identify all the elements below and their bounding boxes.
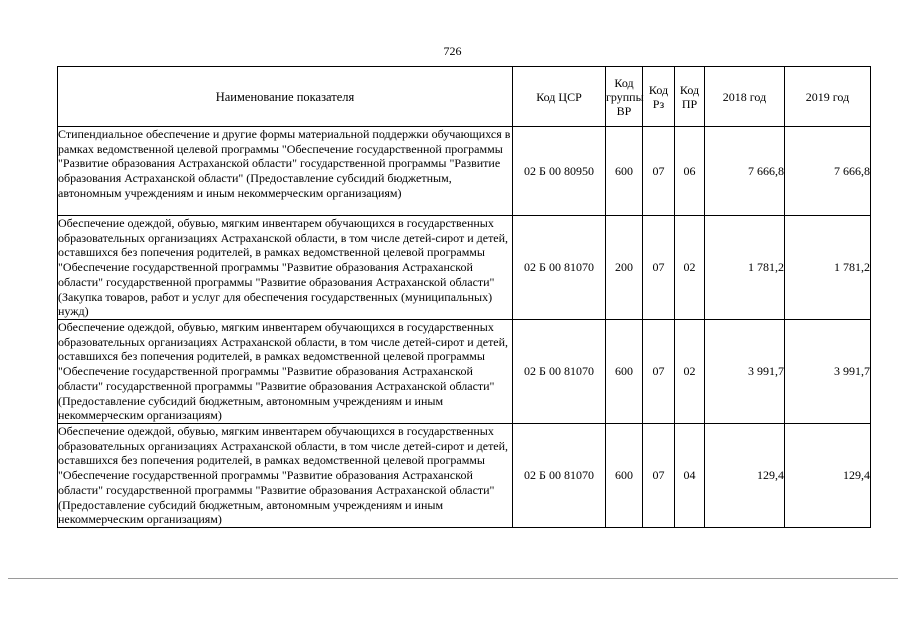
row-rz: 07	[643, 127, 675, 216]
header-csr: Код ЦСР	[513, 67, 606, 127]
row-2019: 3 991,7	[785, 320, 871, 424]
row-2019: 1 781,2	[785, 216, 871, 320]
row-pr: 02	[675, 216, 705, 320]
header-pr: Код ПР	[675, 67, 705, 127]
row-name: Обеспечение одеждой, обувью, мягким инвентарем обучающихся в государственных образовательных организациях Астраханской области, в том числе детей-сирот и детей, оставшихся без попечения родителей, в рамках ведомственной целевой программы "Обеспечение государственной программы "Развитие образования Астраханской области" государственной программы "Развитие образования Астраханской области" (Закупка товаров, работ и услуг для обеспечения государственных (муниципальных) нужд)	[58, 216, 513, 320]
row-2018: 3 991,7	[705, 320, 785, 424]
page-bottom-divider	[8, 578, 898, 579]
row-2018: 129,4	[705, 424, 785, 528]
row-2019: 129,4	[785, 424, 871, 528]
row-rz: 07	[643, 424, 675, 528]
row-vr: 600	[606, 127, 643, 216]
row-pr: 06	[675, 127, 705, 216]
row-2019: 7 666,8	[785, 127, 871, 216]
table-row	[58, 320, 871, 424]
row-2018: 7 666,8	[705, 127, 785, 216]
row-vr: 600	[606, 320, 643, 424]
row-rz: 07	[643, 320, 675, 424]
table-row	[58, 127, 871, 216]
row-csr: 02 Б 00 81070	[513, 424, 606, 528]
table-row	[58, 216, 871, 320]
row-csr: 02 Б 00 81070	[513, 216, 606, 320]
row-name: Обеспечение одеждой, обувью, мягким инвентарем обучающихся в государственных образовательных организациях Астраханской области, в том числе детей-сирот и детей, оставшихся без попечения родителей, в рамках ведомственной целевой программы "Обеспечение государственной программы "Развитие образования Астраханской области" государственной программы "Развитие образования Астраханской области" (Предоставление субсидий бюджетным, автономным учреждениям и иным некоммерческим организациям)	[58, 424, 513, 528]
table-row	[58, 424, 871, 528]
row-rz: 07	[643, 216, 675, 320]
row-2018: 1 781,2	[705, 216, 785, 320]
header-name: Наименование показателя	[58, 67, 513, 127]
header-rz: Код Рз	[643, 67, 675, 127]
header-vr: Код группы ВР	[606, 67, 643, 127]
row-pr: 04	[675, 424, 705, 528]
header-2019: 2019 год	[785, 67, 871, 127]
row-pr: 02	[675, 320, 705, 424]
row-name: Стипендиальное обеспечение и другие формы материальной поддержки обучающихся в рамках ведомственной целевой программы "Обеспечение государственной программы "Развитие образования Астраханской области" государственной программы "Развитие образования Астраханской области" (Предоставление субсидий бюджетным, автономным учреждениям и иным некоммерческим организациям)	[58, 127, 513, 216]
table-header-row	[58, 67, 871, 127]
row-csr: 02 Б 00 81070	[513, 320, 606, 424]
budget-table	[57, 66, 871, 528]
header-2018: 2018 год	[705, 67, 785, 127]
page-number: 726	[443, 44, 462, 58]
row-csr: 02 Б 00 80950	[513, 127, 606, 216]
row-name: Обеспечение одеждой, обувью, мягким инвентарем обучающихся в государственных образовательных организациях Астраханской области, в том числе детей-сирот и детей, оставшихся без попечения родителей, в рамках ведомственной целевой программы "Обеспечение государственной программы "Развитие образования Астраханской области" государственной программы "Развитие образования Астраханской области" (Предоставление субсидий бюджетным, автономным учреждениям и иным некоммерческим организациям)	[58, 320, 513, 424]
row-vr: 600	[606, 424, 643, 528]
row-vr: 200	[606, 216, 643, 320]
